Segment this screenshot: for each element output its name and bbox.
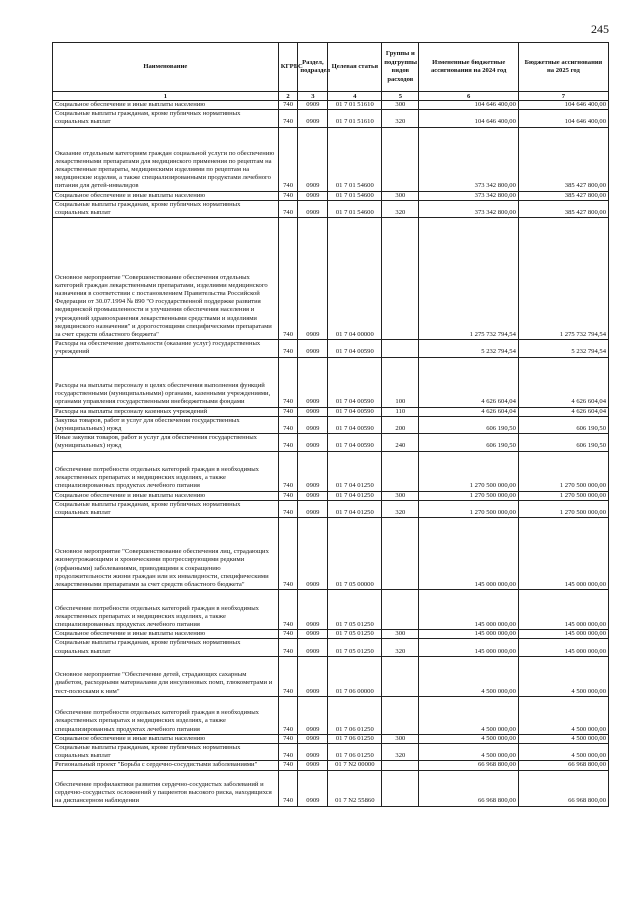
row-sum-2025: 1 270 500 000,00 — [518, 451, 608, 491]
row-sum-2024: 373 342 800,00 — [419, 191, 518, 200]
row-group: 110 — [382, 407, 419, 416]
table-row — [53, 357, 609, 407]
row-target: 01 7 N2 55860 — [328, 770, 382, 806]
row-sum-2025: 145 000 000,00 — [518, 630, 608, 639]
table-row — [53, 770, 609, 806]
row-kgrbs: 740 — [278, 218, 298, 340]
row-name: Социальное обеспечение и иные выплаты населению — [53, 734, 279, 743]
row-kgrbs: 740 — [278, 656, 298, 696]
row-sum-2025: 4 626 604,04 — [518, 407, 608, 416]
row-sum-2024: 145 000 000,00 — [419, 590, 518, 630]
table-row — [53, 491, 609, 500]
row-name: Социальное обеспечение и иные выплаты населению — [53, 630, 279, 639]
row-kgrbs: 740 — [278, 518, 298, 590]
table-row — [53, 500, 609, 517]
row-kgrbs: 740 — [278, 200, 298, 217]
row-target: 01 7 06 01250 — [328, 744, 382, 761]
row-razdel: 0909 — [298, 101, 328, 110]
row-sum-2024: 66 968 800,00 — [419, 761, 518, 770]
row-sum-2024: 4 500 000,00 — [419, 734, 518, 743]
header-row — [53, 43, 609, 92]
row-target: 01 7 04 01250 — [328, 491, 382, 500]
row-group — [382, 518, 419, 590]
column-number: 1 — [53, 92, 279, 101]
row-kgrbs: 740 — [278, 761, 298, 770]
table-row — [53, 416, 609, 433]
budget-table — [52, 42, 609, 807]
row-sum-2025: 606 190,50 — [518, 416, 608, 433]
row-target: 01 7 04 00590 — [328, 357, 382, 407]
row-sum-2024: 4 500 000,00 — [419, 744, 518, 761]
row-name: Обеспечение профилактики развития сердечно-сосудистых заболеваний и сердечно-сосудистых осложнений у пациентов высокого риска, находящихся на диспансерном наблюдении — [53, 770, 279, 806]
header-name: Наименование — [53, 43, 279, 92]
row-name: Социальные выплаты гражданам, кроме публичных нормативных социальных выплат — [53, 200, 279, 217]
row-target: 01 7 01 54600 — [328, 200, 382, 217]
row-target: 01 7 05 00000 — [328, 518, 382, 590]
row-razdel: 0909 — [298, 451, 328, 491]
row-sum-2024: 606 190,50 — [419, 416, 518, 433]
row-group — [382, 218, 419, 340]
row-group: 320 — [382, 200, 419, 217]
row-group — [382, 127, 419, 191]
row-kgrbs: 740 — [278, 110, 298, 127]
row-sum-2024: 145 000 000,00 — [419, 639, 518, 656]
row-group: 300 — [382, 734, 419, 743]
row-kgrbs: 740 — [278, 744, 298, 761]
row-sum-2025: 4 500 000,00 — [518, 734, 608, 743]
row-group — [382, 451, 419, 491]
row-group: 300 — [382, 630, 419, 639]
table-row — [53, 451, 609, 491]
row-razdel: 0909 — [298, 770, 328, 806]
row-target: 01 7 05 01250 — [328, 590, 382, 630]
row-target: 01 7 04 01250 — [328, 500, 382, 517]
row-name: Социальные выплаты гражданам, кроме публичных нормативных социальных выплат — [53, 744, 279, 761]
row-kgrbs: 740 — [278, 590, 298, 630]
row-kgrbs: 740 — [278, 696, 298, 734]
row-sum-2024: 606 190,50 — [419, 434, 518, 451]
row-group — [382, 761, 419, 770]
row-sum-2025: 4 500 000,00 — [518, 696, 608, 734]
row-sum-2024: 1 275 732 794,54 — [419, 218, 518, 340]
row-sum-2024: 104 646 400,00 — [419, 101, 518, 110]
row-name: Социальное обеспечение и иные выплаты населению — [53, 101, 279, 110]
header-target: Целевая статья — [328, 43, 382, 92]
row-sum-2024: 1 270 500 000,00 — [419, 491, 518, 500]
column-number: 5 — [382, 92, 419, 101]
header-razdel: Раздел, подраздел — [298, 43, 328, 92]
header-group: Группы и подгруппы видов расходов — [382, 43, 419, 92]
row-sum-2024: 104 646 400,00 — [419, 110, 518, 127]
row-name: Региональный проект "Борьба с сердечно-сосудистыми заболеваниями" — [53, 761, 279, 770]
row-name: Закупка товаров, работ и услуг для обеспечения государственных (муниципальных) нужд — [53, 416, 279, 433]
header-kgrbs: КГРБС — [278, 43, 298, 92]
row-name: Социальные выплаты гражданам, кроме публичных нормативных социальных выплат — [53, 110, 279, 127]
row-razdel: 0909 — [298, 518, 328, 590]
row-sum-2025: 66 968 800,00 — [518, 770, 608, 806]
table-row — [53, 630, 609, 639]
row-target: 01 7 06 00000 — [328, 656, 382, 696]
table-row — [53, 200, 609, 217]
table-row — [53, 518, 609, 590]
row-razdel: 0909 — [298, 340, 328, 357]
row-razdel: 0909 — [298, 630, 328, 639]
row-sum-2025: 145 000 000,00 — [518, 639, 608, 656]
column-number: 4 — [328, 92, 382, 101]
row-target: 01 7 04 00590 — [328, 416, 382, 433]
row-sum-2024: 373 342 800,00 — [419, 127, 518, 191]
row-kgrbs: 740 — [278, 770, 298, 806]
row-sum-2024: 4 626 604,04 — [419, 357, 518, 407]
table-row — [53, 590, 609, 630]
column-number: 3 — [298, 92, 328, 101]
row-name: Основное мероприятие "Совершенствование обеспечения отдельных категорий граждан лекарственными препаратами, изделиями медицинского назначения в соответствии с постановлением Правительства Российской Федерации от 30.07.1994 № 890 "О государственной поддержке развития медицинской промышленности и улучшении обеспечения населения и учреждений здравоохранения лекарственными средствами и изделиями медицинского назначения" и дорогостоящими специфическими препаратами за счет средств областного бюджета" — [53, 218, 279, 340]
row-group: 300 — [382, 491, 419, 500]
row-sum-2024: 5 232 794,54 — [419, 340, 518, 357]
row-sum-2025: 4 626 604,04 — [518, 357, 608, 407]
row-name: Обеспечение потребности отдельных категорий граждан в необходимых лекарственных препаратах и медицинских изделиях, а также специализированных продуктах лечебного питания — [53, 451, 279, 491]
table-row — [53, 191, 609, 200]
row-group: 320 — [382, 500, 419, 517]
column-number: 2 — [278, 92, 298, 101]
row-sum-2025: 1 270 500 000,00 — [518, 491, 608, 500]
table-row — [53, 639, 609, 656]
row-razdel: 0909 — [298, 434, 328, 451]
row-sum-2024: 4 626 604,04 — [419, 407, 518, 416]
row-sum-2025: 606 190,50 — [518, 434, 608, 451]
row-target: 01 7 04 00590 — [328, 407, 382, 416]
row-group — [382, 590, 419, 630]
row-razdel: 0909 — [298, 110, 328, 127]
row-kgrbs: 740 — [278, 491, 298, 500]
row-sum-2025: 104 646 400,00 — [518, 110, 608, 127]
row-group: 320 — [382, 110, 419, 127]
row-target: 01 7 05 01250 — [328, 630, 382, 639]
row-target: 01 7 04 00590 — [328, 340, 382, 357]
row-sum-2024: 4 500 000,00 — [419, 656, 518, 696]
table-row — [53, 340, 609, 357]
row-kgrbs: 740 — [278, 630, 298, 639]
row-target: 01 7 04 00000 — [328, 218, 382, 340]
row-sum-2025: 4 500 000,00 — [518, 744, 608, 761]
row-group: 300 — [382, 191, 419, 200]
row-sum-2025: 1 270 500 000,00 — [518, 500, 608, 517]
row-razdel: 0909 — [298, 500, 328, 517]
row-razdel: 0909 — [298, 218, 328, 340]
row-sum-2024: 4 500 000,00 — [419, 696, 518, 734]
row-name: Расходы на выплаты персоналу в целях обеспечения выполнения функций государственными (муниципальными) органами, казенными учреждениями, органами управления государственными внебюджетными фондами — [53, 357, 279, 407]
row-sum-2025: 1 275 732 794,54 — [518, 218, 608, 340]
row-target: 01 7 04 01250 — [328, 451, 382, 491]
row-razdel: 0909 — [298, 191, 328, 200]
row-kgrbs: 740 — [278, 357, 298, 407]
row-razdel: 0909 — [298, 696, 328, 734]
row-kgrbs: 740 — [278, 434, 298, 451]
row-group: 320 — [382, 744, 419, 761]
row-sum-2024: 1 270 500 000,00 — [419, 500, 518, 517]
row-sum-2025: 145 000 000,00 — [518, 590, 608, 630]
table-row — [53, 127, 609, 191]
table-row — [53, 761, 609, 770]
row-name: Социальные выплаты гражданам, кроме публичных нормативных социальных выплат — [53, 500, 279, 517]
row-razdel: 0909 — [298, 407, 328, 416]
row-name: Расходы на обеспечение деятельности (оказание услуг) государственных учреждений — [53, 340, 279, 357]
row-sum-2024: 1 270 500 000,00 — [419, 451, 518, 491]
row-sum-2025: 5 232 794,54 — [518, 340, 608, 357]
row-target: 01 7 01 51610 — [328, 101, 382, 110]
row-kgrbs: 740 — [278, 500, 298, 517]
row-sum-2025: 104 646 400,00 — [518, 101, 608, 110]
row-sum-2024: 66 968 800,00 — [419, 770, 518, 806]
row-name: Расходы на выплаты персоналу казенных учреждений — [53, 407, 279, 416]
row-razdel: 0909 — [298, 656, 328, 696]
table-row — [53, 656, 609, 696]
row-target: 01 7 N2 00000 — [328, 761, 382, 770]
row-group: 240 — [382, 434, 419, 451]
table-row — [53, 110, 609, 127]
row-group — [382, 770, 419, 806]
header-sum-2025: Бюджетные ассигнования на 2025 год — [518, 43, 608, 92]
column-number: 6 — [419, 92, 518, 101]
row-razdel: 0909 — [298, 590, 328, 630]
row-kgrbs: 740 — [278, 407, 298, 416]
row-kgrbs: 740 — [278, 639, 298, 656]
row-group: 300 — [382, 101, 419, 110]
row-sum-2024: 373 342 800,00 — [419, 200, 518, 217]
row-kgrbs: 740 — [278, 340, 298, 357]
table-row — [53, 101, 609, 110]
row-name: Основное мероприятие "Совершенствование обеспечения лиц, страдающих жизнеугрожающими и хроническими прогрессирующими редкими (орфанными) заболеваниями, приводящими к сокращению продолжительности жизни граждан или их инвалидности, специфическими лекарственными препаратами за счет средств областного бюджета" — [53, 518, 279, 590]
row-name: Обеспечение потребности отдельных категорий граждан в необходимых лекарственных препаратах и медицинских изделиях, а также специализированных продуктах лечебного питания — [53, 590, 279, 630]
row-kgrbs: 740 — [278, 734, 298, 743]
row-kgrbs: 740 — [278, 127, 298, 191]
row-target: 01 7 01 54600 — [328, 127, 382, 191]
row-sum-2025: 4 500 000,00 — [518, 656, 608, 696]
row-sum-2024: 145 000 000,00 — [419, 630, 518, 639]
row-sum-2025: 385 427 800,00 — [518, 127, 608, 191]
row-razdel: 0909 — [298, 491, 328, 500]
row-razdel: 0909 — [298, 734, 328, 743]
row-target: 01 7 01 54600 — [328, 191, 382, 200]
column-number-row — [53, 92, 609, 101]
row-razdel: 0909 — [298, 416, 328, 433]
table-row — [53, 434, 609, 451]
row-group — [382, 656, 419, 696]
row-razdel: 0909 — [298, 357, 328, 407]
row-group — [382, 696, 419, 734]
row-group: 320 — [382, 639, 419, 656]
row-razdel: 0909 — [298, 200, 328, 217]
row-name: Социальное обеспечение и иные выплаты населению — [53, 191, 279, 200]
row-sum-2025: 385 427 800,00 — [518, 200, 608, 217]
column-number: 7 — [518, 92, 608, 101]
table-row — [53, 218, 609, 340]
row-target: 01 7 06 01250 — [328, 696, 382, 734]
row-sum-2024: 145 000 000,00 — [419, 518, 518, 590]
row-group — [382, 340, 419, 357]
row-sum-2025: 145 000 000,00 — [518, 518, 608, 590]
row-kgrbs: 740 — [278, 451, 298, 491]
row-group: 200 — [382, 416, 419, 433]
table-row — [53, 734, 609, 743]
row-name: Обеспечение потребности отдельных категорий граждан в необходимых лекарственных препаратах и медицинских изделиях, а также специализированных продуктах лечебного питания — [53, 696, 279, 734]
row-kgrbs: 740 — [278, 191, 298, 200]
row-name: Основное мероприятие "Обеспечение детей, страдающих сахарным диабетом, расходными материалами для инсулиновых помп, глюкометрами и тест-полосками к ним" — [53, 656, 279, 696]
table-row — [53, 696, 609, 734]
row-razdel: 0909 — [298, 127, 328, 191]
row-name: Иные закупки товаров, работ и услуг для обеспечения государственных (муниципальных) нужд — [53, 434, 279, 451]
row-razdel: 0909 — [298, 744, 328, 761]
table-row — [53, 407, 609, 416]
row-name: Социальное обеспечение и иные выплаты населению — [53, 491, 279, 500]
row-target: 01 7 04 00590 — [328, 434, 382, 451]
header-sum-2024: Измененные бюджетные ассигнования на 2024 год — [419, 43, 518, 92]
row-razdel: 0909 — [298, 761, 328, 770]
row-razdel: 0909 — [298, 639, 328, 656]
row-kgrbs: 740 — [278, 416, 298, 433]
row-name: Оказание отдельным категориям граждан социальной услуги по обеспечению лекарственными препаратами для медицинского применения по рецептам на лекарственные препараты, медицинскими изделиями по рецептам на медицинские изделия, а также специализированными продуктами лечебного питания для детей-инвалидов — [53, 127, 279, 191]
row-sum-2025: 66 968 800,00 — [518, 761, 608, 770]
page-number: 245 — [591, 22, 609, 36]
row-target: 01 7 05 01250 — [328, 639, 382, 656]
row-sum-2025: 385 427 800,00 — [518, 191, 608, 200]
row-kgrbs: 740 — [278, 101, 298, 110]
row-target: 01 7 01 51610 — [328, 110, 382, 127]
table-row — [53, 744, 609, 761]
row-name: Социальные выплаты гражданам, кроме публичных нормативных социальных выплат — [53, 639, 279, 656]
row-target: 01 7 06 01250 — [328, 734, 382, 743]
row-group: 100 — [382, 357, 419, 407]
